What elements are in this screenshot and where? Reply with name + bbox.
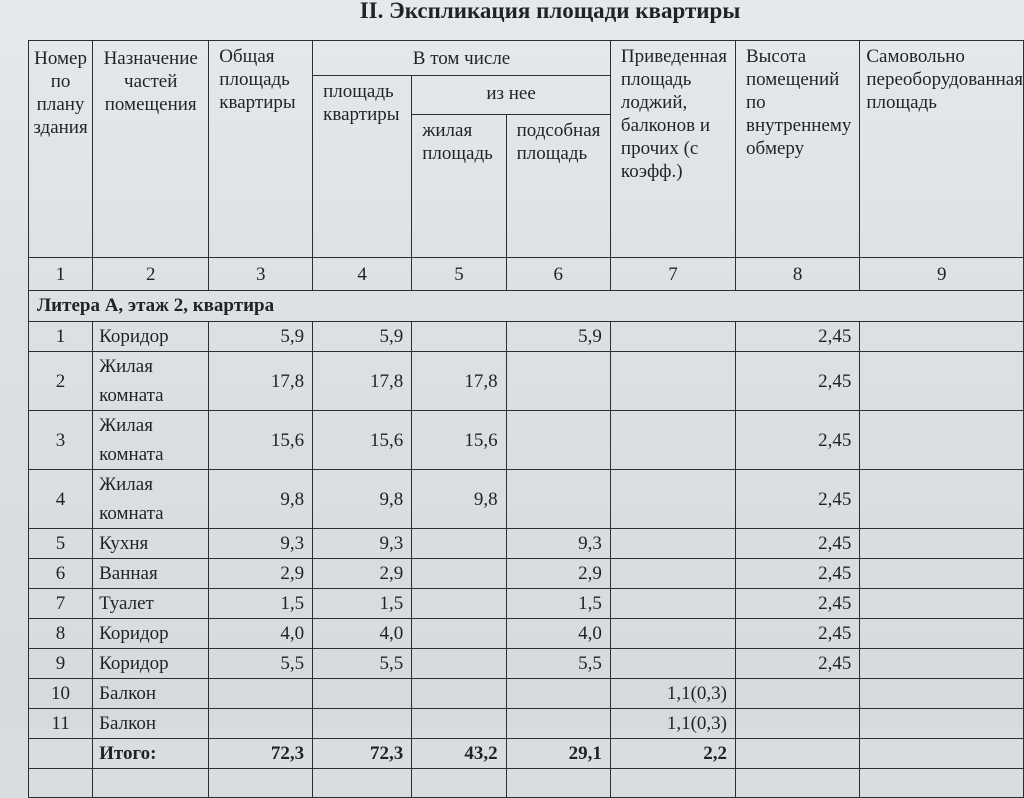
room-name-cell: Жилая комната bbox=[93, 411, 209, 470]
header-including: В том числе bbox=[313, 41, 611, 76]
blank-cell bbox=[735, 769, 859, 798]
blank-cell bbox=[93, 769, 209, 798]
living-area-cell: 9,8 bbox=[412, 470, 506, 529]
height-cell: 2,45 bbox=[735, 470, 859, 529]
apartment-area-cell: 5,5 bbox=[313, 649, 412, 679]
height-cell bbox=[735, 709, 859, 739]
column-number: 6 bbox=[506, 258, 610, 291]
column-number: 8 bbox=[735, 258, 859, 291]
unauthorized-area-cell bbox=[860, 589, 1024, 619]
total-area-cell: 15,6 bbox=[209, 411, 313, 470]
blank-row bbox=[29, 769, 1024, 798]
room-number-cell: 7 bbox=[29, 589, 93, 619]
room-name-cell: Жилая комната bbox=[93, 470, 209, 529]
room-number-cell: 9 bbox=[29, 649, 93, 679]
blank-cell bbox=[412, 769, 506, 798]
header-apartment-area: площадь квартиры bbox=[313, 76, 412, 258]
height-cell: 2,45 bbox=[735, 589, 859, 619]
auxiliary-area-sum: 29,1 bbox=[506, 739, 610, 769]
explication-table bbox=[28, 40, 1024, 798]
unauthorized-area-cell bbox=[860, 322, 1024, 352]
table-row bbox=[29, 649, 1024, 679]
total-area-cell: 5,9 bbox=[209, 322, 313, 352]
balcony-area-sum: 2,2 bbox=[610, 739, 735, 769]
apartment-area-cell: 4,0 bbox=[313, 619, 412, 649]
living-area-sum: 43,2 bbox=[412, 739, 506, 769]
total-area-cell bbox=[209, 709, 313, 739]
header-room-purpose: Назначение частей помещения bbox=[93, 41, 209, 258]
section-label: Литера А, этаж 2, квартира bbox=[29, 291, 1024, 322]
unauthorized-area-cell bbox=[860, 709, 1024, 739]
blank-cell bbox=[29, 769, 93, 798]
column-number: 9 bbox=[860, 258, 1024, 291]
unauthorized-area-cell bbox=[860, 679, 1024, 709]
header-of-which: из нее bbox=[412, 76, 611, 115]
total-row bbox=[29, 739, 1024, 769]
blank-cell bbox=[209, 769, 313, 798]
apartment-area-cell: 5,9 bbox=[313, 322, 412, 352]
table-row bbox=[29, 679, 1024, 709]
table-row bbox=[29, 589, 1024, 619]
living-area-cell bbox=[412, 679, 506, 709]
page-title: II. Экспликация площади квартиры bbox=[359, 0, 741, 23]
room-number-cell: 11 bbox=[29, 709, 93, 739]
apartment-area-cell: 17,8 bbox=[313, 352, 412, 411]
room-number-cell: 8 bbox=[29, 619, 93, 649]
room-name-cell: Кухня bbox=[93, 529, 209, 559]
auxiliary-area-cell bbox=[506, 679, 610, 709]
room-number-cell: 6 bbox=[29, 559, 93, 589]
total-area-cell: 9,8 bbox=[209, 470, 313, 529]
balcony-area-cell bbox=[610, 322, 735, 352]
height-cell: 2,45 bbox=[735, 322, 859, 352]
column-number: 4 bbox=[313, 258, 412, 291]
height-cell: 2,45 bbox=[735, 559, 859, 589]
unauthorized-sum bbox=[860, 739, 1024, 769]
auxiliary-area-cell bbox=[506, 470, 610, 529]
height-cell: 2,45 bbox=[735, 352, 859, 411]
total-area-cell bbox=[209, 679, 313, 709]
table-row bbox=[29, 619, 1024, 649]
room-name-cell: Коридор bbox=[93, 322, 209, 352]
balcony-area-cell bbox=[610, 411, 735, 470]
unauthorized-area-cell bbox=[860, 619, 1024, 649]
height-cell bbox=[735, 679, 859, 709]
auxiliary-area-cell: 4,0 bbox=[506, 619, 610, 649]
unauthorized-area-cell bbox=[860, 529, 1024, 559]
room-number-cell: 5 bbox=[29, 529, 93, 559]
height-cell: 2,45 bbox=[735, 649, 859, 679]
unauthorized-area-cell bbox=[860, 470, 1024, 529]
apartment-area-cell: 15,6 bbox=[313, 411, 412, 470]
apartment-area-cell: 2,9 bbox=[313, 559, 412, 589]
living-area-cell bbox=[412, 619, 506, 649]
living-area-cell bbox=[412, 589, 506, 619]
blank-cell bbox=[610, 769, 735, 798]
balcony-area-cell bbox=[610, 352, 735, 411]
auxiliary-area-cell bbox=[506, 709, 610, 739]
room-name-cell: Ванная bbox=[93, 559, 209, 589]
header-balcony-area: Приведенная площадь лоджий, балконов и прочих (с коэфф.) bbox=[610, 41, 735, 258]
balcony-area-cell: 1,1(0,3) bbox=[610, 709, 735, 739]
room-name-cell: Коридор bbox=[93, 649, 209, 679]
auxiliary-area-cell: 5,5 bbox=[506, 649, 610, 679]
header-row bbox=[29, 41, 1024, 76]
height-sum bbox=[735, 739, 859, 769]
unauthorized-area-cell bbox=[860, 649, 1024, 679]
table-row bbox=[29, 709, 1024, 739]
total-area-cell: 17,8 bbox=[209, 352, 313, 411]
balcony-area-cell bbox=[610, 589, 735, 619]
auxiliary-area-cell bbox=[506, 411, 610, 470]
apartment-area-cell: 9,3 bbox=[313, 529, 412, 559]
header-auxiliary-area: подсобная площадь bbox=[506, 115, 610, 258]
auxiliary-area-cell: 9,3 bbox=[506, 529, 610, 559]
living-area-cell bbox=[412, 649, 506, 679]
living-area-cell: 17,8 bbox=[412, 352, 506, 411]
column-number: 2 bbox=[93, 258, 209, 291]
header-total-area: Общая площадь квартиры bbox=[209, 41, 313, 258]
living-area-cell bbox=[412, 709, 506, 739]
balcony-area-cell bbox=[610, 619, 735, 649]
total-area-cell: 1,5 bbox=[209, 589, 313, 619]
room-name-cell: Жилая комната bbox=[93, 352, 209, 411]
table-row bbox=[29, 352, 1024, 411]
unauthorized-area-cell bbox=[860, 411, 1024, 470]
balcony-area-cell: 1,1(0,3) bbox=[610, 679, 735, 709]
blank-cell bbox=[506, 769, 610, 798]
total-area-cell: 2,9 bbox=[209, 559, 313, 589]
room-number-cell: 2 bbox=[29, 352, 93, 411]
apartment-area-cell bbox=[313, 709, 412, 739]
balcony-area-cell bbox=[610, 470, 735, 529]
room-number-cell: 10 bbox=[29, 679, 93, 709]
header-unauthorized-area: Самовольно переоборудованная площадь bbox=[860, 41, 1024, 258]
blank-cell bbox=[313, 769, 412, 798]
table-row bbox=[29, 322, 1024, 352]
room-name-cell: Балкон bbox=[93, 679, 209, 709]
apartment-area-cell bbox=[313, 679, 412, 709]
room-name-cell: Коридор bbox=[93, 619, 209, 649]
balcony-area-cell bbox=[610, 559, 735, 589]
apartment-area-cell: 9,8 bbox=[313, 470, 412, 529]
table-row bbox=[29, 411, 1024, 470]
height-cell: 2,45 bbox=[735, 619, 859, 649]
total-empty-cell bbox=[29, 739, 93, 769]
total-area-sum: 72,3 bbox=[209, 739, 313, 769]
column-number-row bbox=[29, 258, 1024, 291]
room-number-cell: 4 bbox=[29, 470, 93, 529]
room-name-cell: Туалет bbox=[93, 589, 209, 619]
living-area-cell bbox=[412, 322, 506, 352]
balcony-area-cell bbox=[610, 649, 735, 679]
apartment-area-sum: 72,3 bbox=[313, 739, 412, 769]
living-area-cell bbox=[412, 559, 506, 589]
room-number-cell: 1 bbox=[29, 322, 93, 352]
auxiliary-area-cell: 2,9 bbox=[506, 559, 610, 589]
table-row bbox=[29, 470, 1024, 529]
blank-cell bbox=[860, 769, 1024, 798]
column-number: 3 bbox=[209, 258, 313, 291]
total-area-cell: 9,3 bbox=[209, 529, 313, 559]
table-row bbox=[29, 529, 1024, 559]
auxiliary-area-cell: 5,9 bbox=[506, 322, 610, 352]
height-cell: 2,45 bbox=[735, 411, 859, 470]
unauthorized-area-cell bbox=[860, 559, 1024, 589]
balcony-area-cell bbox=[610, 529, 735, 559]
living-area-cell bbox=[412, 529, 506, 559]
header-room-number: Номер по плану здания bbox=[29, 41, 93, 258]
room-name-cell: Балкон bbox=[93, 709, 209, 739]
header-height: Высота помещений по внутреннему обмеру bbox=[735, 41, 859, 258]
auxiliary-area-cell: 1,5 bbox=[506, 589, 610, 619]
living-area-cell: 15,6 bbox=[412, 411, 506, 470]
height-cell: 2,45 bbox=[735, 529, 859, 559]
section-row bbox=[29, 291, 1024, 322]
column-number: 5 bbox=[412, 258, 506, 291]
column-number: 7 bbox=[610, 258, 735, 291]
unauthorized-area-cell bbox=[860, 352, 1024, 411]
table-row bbox=[29, 559, 1024, 589]
total-area-cell: 5,5 bbox=[209, 649, 313, 679]
header-living-area: жилая площадь bbox=[412, 115, 506, 258]
column-number: 1 bbox=[29, 258, 93, 291]
auxiliary-area-cell bbox=[506, 352, 610, 411]
total-area-cell: 4,0 bbox=[209, 619, 313, 649]
apartment-area-cell: 1,5 bbox=[313, 589, 412, 619]
total-label: Итого: bbox=[93, 739, 209, 769]
room-number-cell: 3 bbox=[29, 411, 93, 470]
